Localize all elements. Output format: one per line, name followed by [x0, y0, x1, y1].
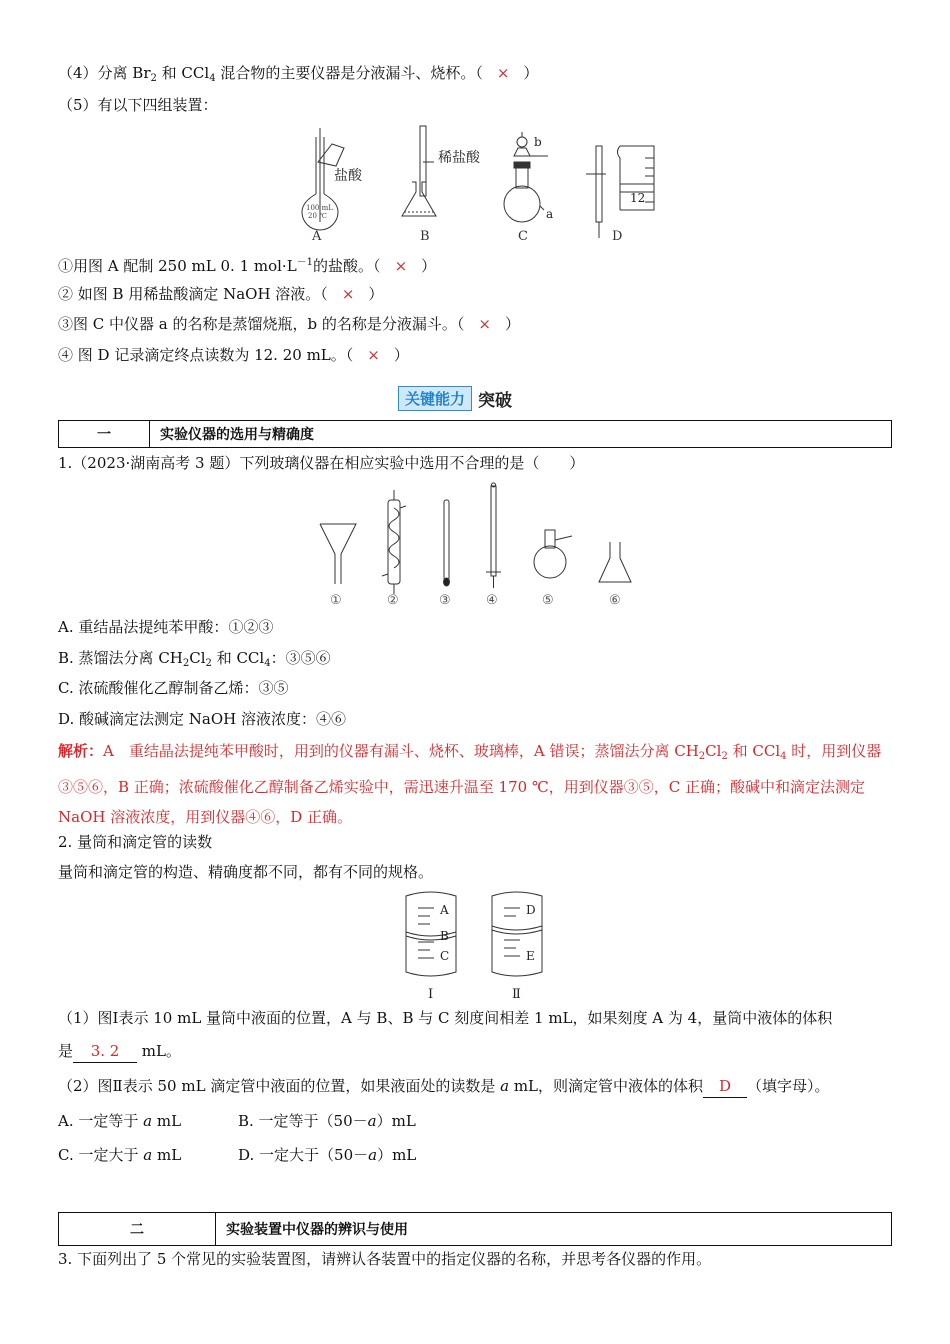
flask-volume-text: 100 mL: [306, 204, 333, 212]
wrong-mark: ×: [394, 257, 408, 275]
hcl-label: 盐酸: [334, 168, 362, 184]
q3-stem: 3. 下面列出了 5 个常见的实验装置图，请辨认各装置中的指定仪器的名称，并思考各仪器的作用。: [58, 1250, 712, 1268]
b-label: b: [534, 135, 542, 149]
glass-num-2: ②: [387, 593, 399, 608]
wrong-mark: ×: [496, 64, 510, 82]
glass-num-4: ④: [486, 593, 498, 608]
mark-a: A: [440, 903, 449, 917]
reading-label: 12: [630, 191, 646, 205]
wrong-mark: ×: [341, 285, 355, 303]
q2-part2: （2）图Ⅱ表示 50 mL 滴定管中液面的位置，如果液面处的读数是 a mL，则滴定管中液体的体积 D （填字母）。: [58, 1075, 910, 1098]
wrong-mark: ×: [478, 315, 491, 333]
mark-d: D: [526, 903, 536, 917]
cylinder-burette-figure: [400, 888, 560, 1004]
q2-part1: （1）图Ⅰ表示 10 mL 量筒中液面的位置，A 与 B、B 与 C 刻度间相差 1 mL，如果刻度 A 为 4，量筒中液体的体积: [58, 1009, 833, 1027]
section-title: 实验仪器的选用与精确度: [160, 427, 314, 443]
glass-num-3: ③: [439, 593, 451, 608]
apparatus-figure: [290, 122, 670, 246]
q2-option-a: A. 一定等于 a mL: [58, 1112, 182, 1130]
wrong-mark: ×: [367, 346, 380, 364]
q2-option-b: B. 一定等于（50－a）mL: [238, 1112, 416, 1130]
mark-c: C: [440, 949, 450, 963]
dilute-hcl-label: 稀盐酸: [438, 150, 480, 166]
section-banner: [398, 384, 512, 412]
fig-label-b: B: [420, 229, 430, 244]
q2-part1-answer-line: 是 3. 2 mL。: [58, 1040, 910, 1063]
q1-option-b: B. 蒸馏法分离 $CH_2Cl_2$ 和 CCl$_4$：③⑤⑥: [58, 649, 331, 669]
q1-option-a: A. 重结晶法提纯苯甲酸：①②③: [58, 618, 274, 636]
titration-drawing: [402, 126, 436, 216]
mark-b: B: [440, 929, 449, 943]
judge-item-2: ② 如图 B 用稀盐酸滴定 NaOH 溶液。（ × ）: [58, 285, 384, 303]
flask-temp-text: 20 ℃: [308, 212, 327, 220]
q4-statement: （4）分离 $Br_2$ 和 CCl$_4$ 混合物的主要仪器是分液漏斗、烧杯。（ × ）: [58, 64, 539, 84]
section-header-1: [58, 420, 892, 448]
section-number: 二: [59, 1213, 216, 1245]
fig-label-a: A: [312, 229, 322, 244]
a-label: a: [546, 207, 554, 221]
q1-option-c: C. 浓硫酸催化乙醇制备乙烯：③⑤: [58, 679, 289, 697]
judge-item-1: ①用图 A 配制 250 mL 0. 1 $mol\cdot L^{-1}$的盐酸。（ × ）: [58, 257, 437, 275]
section-title: 实验装置中仪器的辨识与使用: [226, 1222, 408, 1238]
banner-suffix: 突破: [478, 390, 513, 411]
mark-e: E: [526, 949, 535, 963]
fig-name-2: Ⅱ: [512, 987, 521, 1002]
q5-statement: （5）有以下四组装置：: [58, 96, 218, 114]
glass-num-1: ①: [330, 593, 342, 608]
q2-option-d: D. 一定大于（50－a）mL: [238, 1146, 417, 1164]
judge-item-4: ④ 图 D 记录滴定终点读数为 12. 20 mL。（ × ）: [58, 346, 409, 364]
fig-label-d: D: [612, 229, 623, 244]
answer-blank-2: D: [703, 1075, 747, 1098]
q2-title: 2. 量筒和滴定管的读数: [58, 833, 213, 851]
glassware-figure: [310, 478, 650, 610]
q1-analysis: 解析：A 重结晶法提纯苯甲酸时，用到的仪器有漏斗、烧杯、玻璃棒，A 错误；蒸馏法分离 $CH_2Cl_2$ 和 CCl$_4$ 时，用到仪器③⑤⑥，B 正确；浓硫酸催化乙醇制备乙烯实验中，需迅速升温至 170 ℃，用到仪器③⑤，C 正确；酸碱中和滴定法测定 NaOH 溶液浓度，用到仪器④⑥，D 正确。: [58, 742, 882, 826]
banner-label: 关键能力: [398, 386, 472, 411]
q2-option-c: C. 一定大于 a mL: [58, 1146, 182, 1164]
fig-label-c: C: [518, 229, 528, 244]
glass-num-5: ⑤: [542, 593, 554, 608]
q1-stem: 1.（2023·湖南高考 3 题）下列玻璃仪器在相应实验中选用不合理的是（ ）: [58, 454, 585, 472]
fig-name-1: Ⅰ: [428, 987, 434, 1002]
judge-item-3: ③图 C 中仪器 a 的名称是蒸馏烧瓶，b 的名称是分液漏斗。（ × ）: [58, 315, 520, 333]
section-header-2: [58, 1212, 892, 1246]
q2-intro: 量筒和滴定管的构造、精确度都不同，都有不同的规格。: [58, 863, 434, 881]
q1-option-d: D. 酸碱滴定法测定 NaOH 溶液浓度：④⑥: [58, 710, 347, 728]
section-number: 一: [59, 421, 150, 447]
answer-blank-1: 3. 2: [73, 1040, 137, 1063]
glass-num-6: ⑥: [609, 593, 621, 608]
